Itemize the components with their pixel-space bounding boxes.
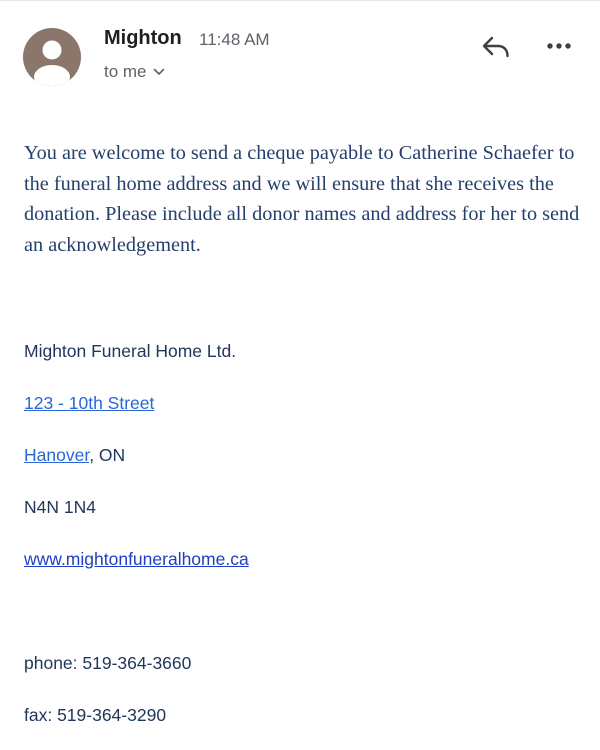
more-horizontal-icon — [543, 34, 575, 58]
fax-number: fax: 519-364-3290 — [24, 705, 167, 725]
city-link[interactable]: Hanover — [24, 445, 90, 465]
chevron-down-icon — [153, 68, 165, 76]
city-line — [24, 445, 125, 466]
email-body: You are welcome to send a cheque payable to Catherine Schaefer to the funeral home address and we will ensure that she receives the donation. Please include all donor names and address for her to send an acknowledgement. — [24, 142, 580, 256]
recipient-toggle[interactable] — [104, 62, 165, 82]
sent-time: 11:48 AM — [199, 30, 270, 49]
province: , ON — [89, 445, 126, 465]
sender-name[interactable]: Mighton — [104, 27, 182, 49]
reply-arrow-icon — [480, 34, 512, 62]
website-line — [24, 549, 249, 570]
postal-code: N4N 1N4 — [24, 497, 96, 517]
more-options-button[interactable] — [543, 34, 575, 58]
street-address-line — [24, 393, 154, 414]
phone-number: phone: 519-364-3660 — [24, 653, 192, 673]
street-address-link[interactable]: 123 - 10th Street — [24, 393, 155, 413]
reply-button[interactable] — [480, 34, 512, 62]
company-name: Mighton Funeral Home Ltd. — [24, 341, 237, 361]
person-avatar-icon — [23, 28, 81, 86]
top-divider — [0, 0, 600, 1]
website-link[interactable]: www.mightonfuneralhome.ca — [24, 549, 249, 569]
sender-avatar[interactable] — [23, 28, 81, 86]
recipient-label: to me — [104, 62, 147, 81]
